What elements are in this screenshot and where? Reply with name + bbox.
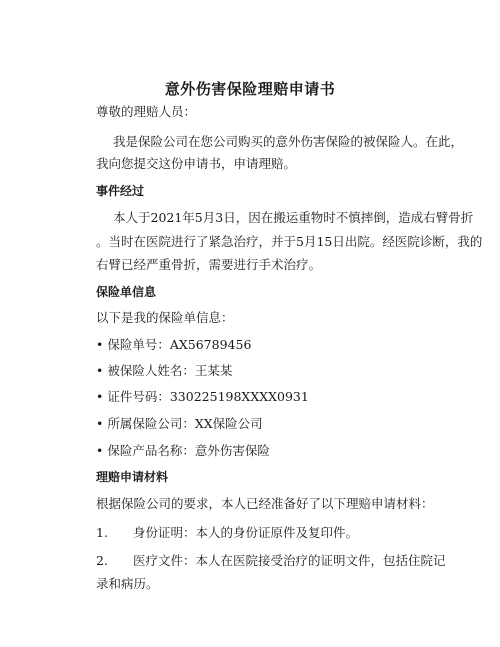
materials-item-1-text: 身份证明：本人的身份证原件及复印件。	[133, 525, 359, 540]
document-title: 意外伤害保险理赔申请书	[164, 80, 336, 98]
policy-intro: 以下是我的保险单信息：	[96, 310, 234, 325]
materials-item-1-number: 1.	[96, 525, 108, 540]
materials-item-2-text-continued: 录和病历。	[96, 576, 159, 591]
event-line-2: 。当时在医院进行了紧急治疗，并于5月15日出院。经医院诊断，我的	[96, 234, 483, 249]
intro-line-1: 我是保险公司在您公司购买的意外伤害保险的被保险人。在此，	[113, 134, 464, 149]
section-heading-materials: 理赔申请材料	[96, 470, 169, 484]
materials-item-2-number: 2.	[96, 553, 108, 568]
event-line-3: 右臂已经严重骨折，需要进行手术治疗。	[96, 257, 322, 272]
policy-item-product: • 保险产品名称：意外伤害保险	[96, 443, 270, 458]
salutation: 尊敬的理赔人员：	[96, 104, 197, 119]
policy-item-id-number: • 证件号码：330225198XXXX0931	[96, 389, 309, 404]
policy-item-number: • 保险单号：AX56789456	[96, 337, 252, 352]
event-line-1: 本人于2021年5月3日，因在搬运重物时不慎摔倒，造成右臂骨折	[113, 210, 474, 225]
materials-item-2-text: 医疗文件：本人在医院接受治疗的证明文件，包括住院记	[133, 553, 446, 568]
intro-line-2: 我向您提交这份申请书，申请理赔。	[96, 156, 297, 171]
policy-item-company: • 所属保险公司：XX保险公司	[96, 416, 263, 431]
policy-item-insured-name: • 被保险人姓名：王某某	[96, 363, 233, 378]
section-heading-policy: 保险单信息	[96, 285, 157, 299]
section-heading-event: 事件经过	[96, 184, 145, 198]
materials-intro: 根据保险公司的要求，本人已经准备好了以下理赔申请材料：	[96, 496, 434, 511]
